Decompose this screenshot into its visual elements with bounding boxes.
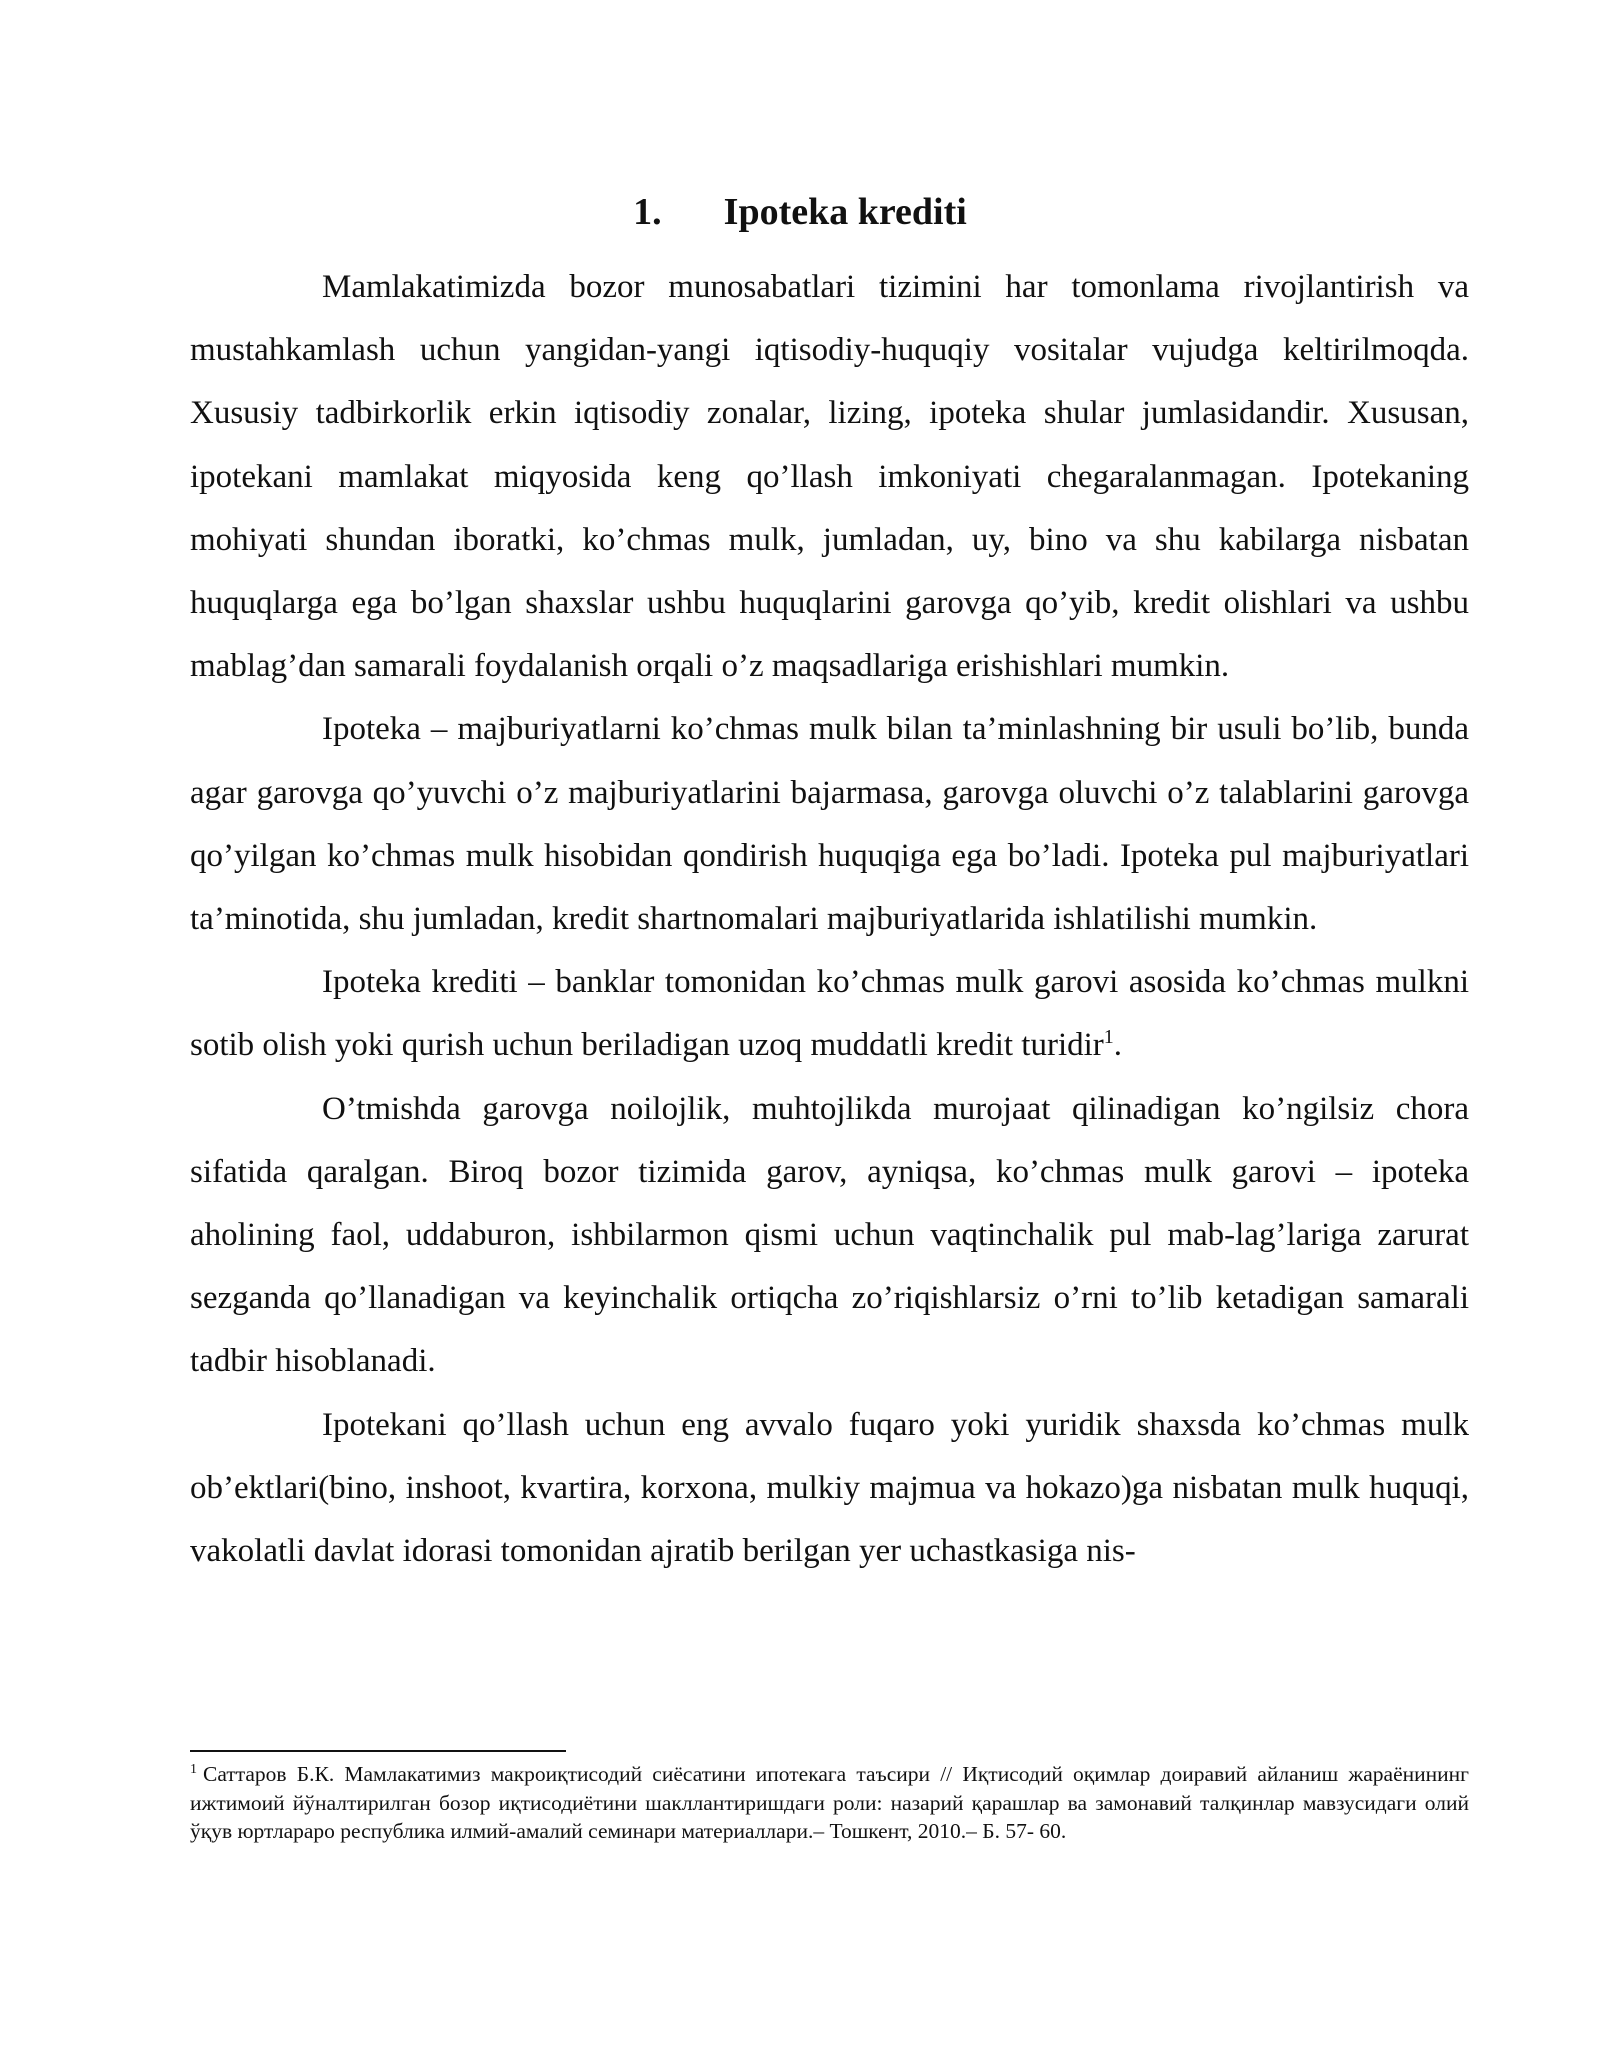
body-text — [190, 256, 1469, 1583]
footnote-reference[interactable]: 1 — [1103, 1026, 1114, 1049]
section-heading — [0, 184, 1600, 240]
paragraph: Ipotekani qo’llash uchun eng avvalo fuqaro yoki yuridik shaxsda ko’chmas mulk ob’ektlari(bino, inshoot, kvartira, korxona, mulkiy majmua va hokazo)ga nisbatan mulk huquqi, vakolatli davlat idorasi tomonidan ajratib berilgan yer uchastkasiga nis- — [190, 1406, 1469, 1570]
paragraph-end-punctuation: . — [1113, 1027, 1123, 1064]
section-title: Ipoteka krediti — [723, 191, 967, 233]
footnote-separator — [190, 1750, 566, 1752]
section-number: 1. — [633, 191, 662, 233]
footnote-text: Саттаров Б.К. Мамлакатимиз макроиқтисодий сиёсатини ипотекага таъсири // Иқтисодий оқимлар доиравий айланиш жараёнининг ижтимоий йўналтирилган бозор иқтисодиётини шакллантиришдаги роли: назарий қарашлар ва замонавий талқинлар мавзусидаги олий ўқув юртлараро республика илмий-амалий семинари материаллари.– Тошкент, 2010.– Б. 57- 60. — [190, 1762, 1469, 1843]
footnote — [190, 1760, 1469, 1846]
paragraph-text: Ipoteka krediti – banklar tomonidan ko’chmas mulk garovi asosida ko’chmas mulkni sotib olish yoki qurish uchun beriladigan uzoq muddatli kredit turidir — [190, 964, 1469, 1064]
paragraph: Mamlakatimizda bozor munosabatlari tizimini har tomonlama rivojlantirish va mustahkamlash uchun yangidan-yangi iqtisodiy-huquqiy vositalar vujudga keltirilmoqda. Xususiy tadbirkorlik erkin iqtisodiy zonalar, lizing, ipoteka shular jumlasidandir. Xususan, ipotekani mamlakat miqyosida keng qo’llash imkoniyati chegaralanmagan. Ipotekaning mohiyati shundan iboratki, ko’chmas mulk, jumladan, uy, bino va shu kabilarga nisbatan huquqlarga ega bo’lgan shaxslar ushbu huquqlarini garovga qo’yib, kredit olishlari va ushbu mablag’dan samarali foydalanish orqali o’z maqsadlariga erishishlari mumkin. — [190, 269, 1469, 685]
footnote-marker: 1 — [190, 1761, 197, 1777]
paragraph — [190, 951, 1469, 1077]
paragraph: Ipoteka – majburiyatlarni ko’chmas mulk bilan ta’minlashning bir usuli bo’lib, bunda agar garovga qo’yuvchi o’z majburiyatlarini bajarmasa, garovga oluvchi o’z talablarini garovga qo’yilgan ko’chmas mulk hisobidan qondirish huquqiga ega bo’ladi. Ipoteka pul majburiyatlari ta’minotida, shu jumladan, kredit shartnomalari majburiyatlarida ishlatilishi mumkin. — [190, 711, 1469, 938]
paragraph: O’tmishda garovga noilojlik, muhtojlikda murojaat qilinadigan ko’ngilsiz chora sifatida qaralgan. Biroq bozor tizimida garov, ayniqsa, ko’chmas mulk garovi – ipoteka aholining faol, uddaburon, ishbilarmon qismi uchun vaqtinchalik pul mab-lag’lariga zarurat sezganda qo’llanadigan va keyinchalik ortiqcha zo’riqishlarsiz o’rni to’lib ketadigan samarali tadbir hisoblanadi. — [190, 1090, 1469, 1380]
